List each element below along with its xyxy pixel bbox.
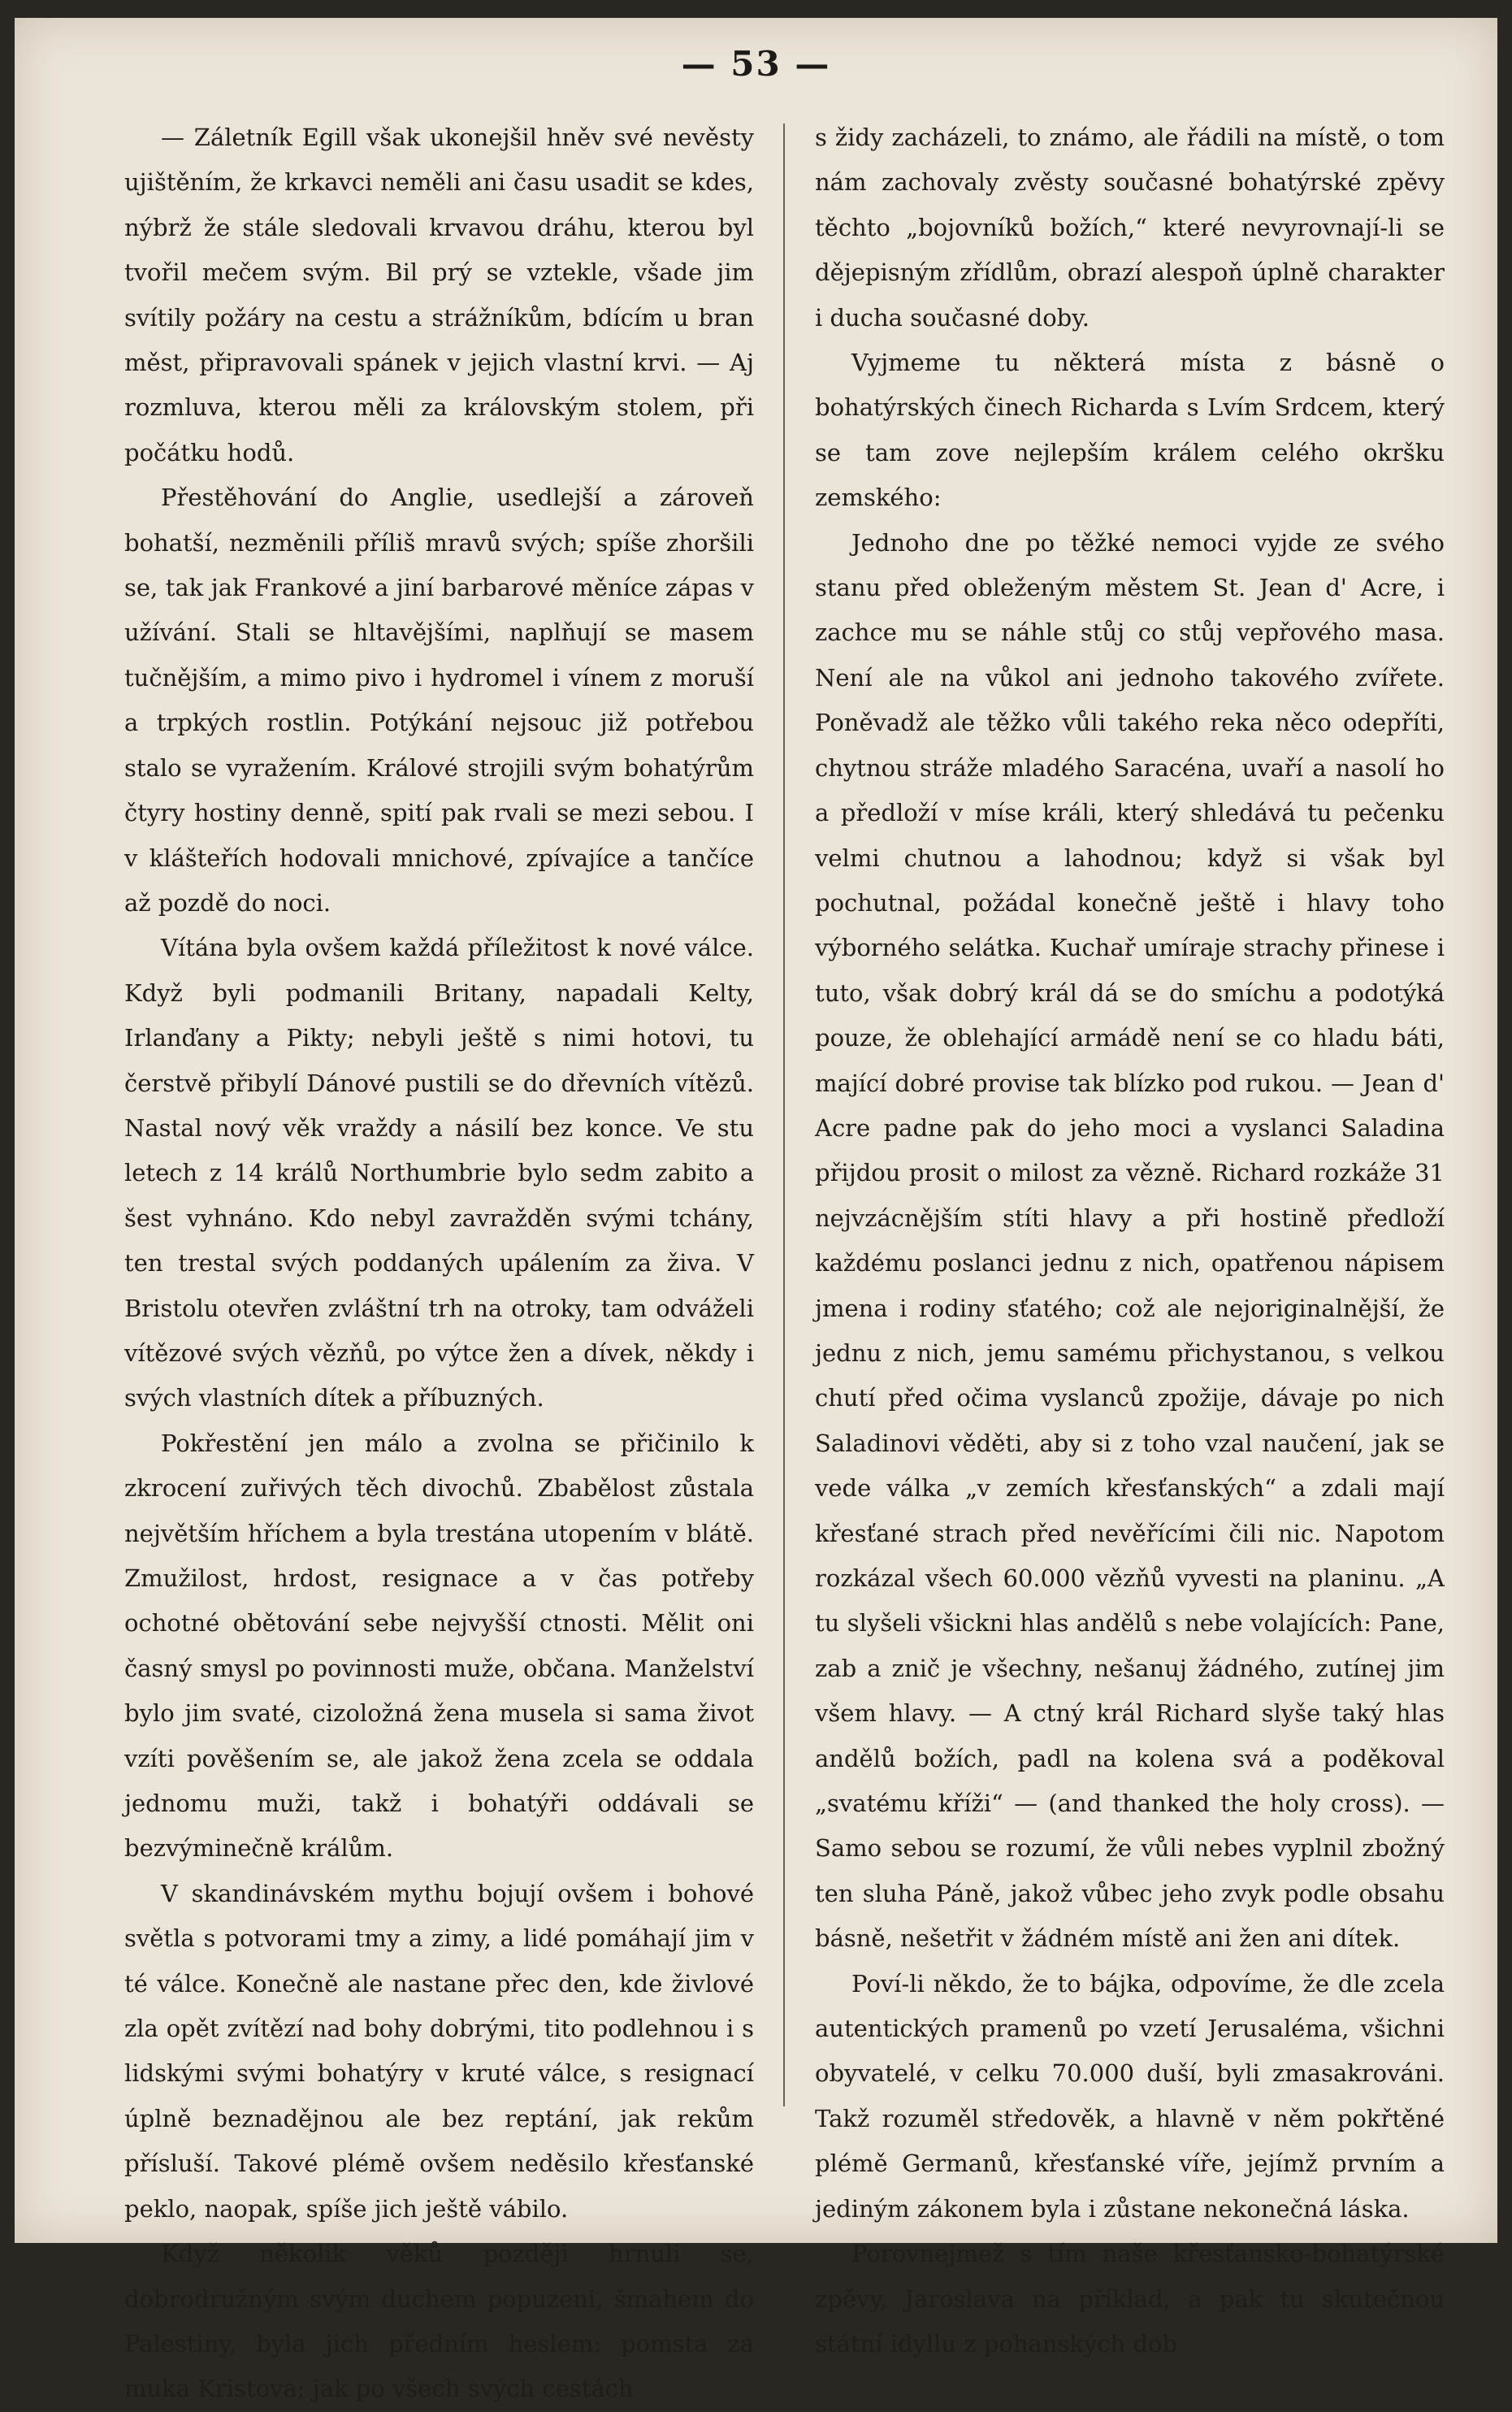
paragraph: Poví-li někdo, že to bájka, odpovíme, že dle zcela autentických pramenů po vzetí Jerusaléma, všichni obyvatelé, v celku 70.000 duší, byli zmasakrováni. Takž rozuměl středověk, a hlavně v něm pokřtěné plémě Germanů, křesťanské víře, jejímž prvním a jediným zákonem byla i zůstane nekonečná láska.: [815, 1969, 1445, 2223]
page-number: — 53 —: [681, 44, 831, 84]
left-column: [124, 115, 754, 2403]
paragraph: s židy zacházeli, to známo, ale řádili na místě, o tom nám zachovaly zvěsty současné bohatýrské zpěvy těchto „bojovníků božích,“ které nevyrovnají-li se dějepisným zřídlům, obrazí alespoň úplně charakter i ducha současné doby.: [815, 124, 1445, 332]
paragraph: V skandinávském mythu bojují ovšem i bohové světla s potvorami tmy a zimy, a lidé pomáhají jim v té válce. Konečně ale nastane přec den, kde živlové zla opět zvítězí nad bohy dobrými, tito podlehnou i s lidskými svými bohatýry v kruté válce, s resignací úplně beznadějnou ale bez reptání, jak rekům přísluší. Takové plémě ovšem neděsilo křesťanské peklo, naopak, spíše jich ještě vábilo.: [124, 1879, 754, 2223]
paragraph: Když několik věků později hrnuli se, dobrodružným svým duchem popuzeni, šmahem do Palestiny, byla jich předním heslem: pomsta za muka Kristova; jak po všech svých cestách: [124, 2240, 754, 2403]
right-column: [815, 115, 1445, 2358]
paragraph: Pokřestění jen málo a zvolna se přičinilo k zkrocení zuřivých těch divochů. Zbabělost zůstala největším hříchem a byla trestána utopením v blátě. Zmužilost, hrdost, resignace a v čas potřeby ochotné obětování sebe nejvyšší ctnosti. Mělit oni časný smysl po povinnosti muže, občana. Manželství bylo jim svaté, cizoložná žena musela si sama život vzíti pověšením se, ale jakož žena zcela se oddala jednomu muži, takž i bohatýři oddávali se bezvýminečně králům.: [124, 1429, 754, 1863]
book-page: [15, 18, 1497, 2403]
paragraph: Jednoho dne po těžké nemoci vyjde ze svého stanu před obleženým městem St. Jean d' Acre, i zachce mu se náhle stůj co stůj vepřového masa. Není ale na vůkol ani jednoho takového zvířete. Poněvadž ale těžko vůli takého reka něco odepříti, chytnou stráže mladého Saracéna, uvaří a nasolí ho a předloží v míse králi, který shledává tu pečenku velmi chutnou a lahodnou; když si však byl pochutnal, požádal konečně ještě i hlavy toho výborného selátka. Kuchař umíraje strachy přinese i tuto, však dobrý král dá se do smíchu a podotýká pouze, že oblehající armádě není se co hladu báti, mající dobré provise tak blízko pod rukou. — Jean d' Acre padne pak do jeho moci a vyslanci Saladina přijdou prosit o milost za vězně. Richard rozkáže 31 nejvzácnějším stíti hlavy a při hostině předloží každému poslanci jednu z nich, opatřenou nápisem jmena i rodiny sťatého; což ale nejoriginalnější, že jednu z nich, jemu samému přichystanou, s velkou chutí před očima vyslanců zpožije, dávaje po nich Saladinovi věděti, aby si z toho vzal naučení, jak se vede válka „v zemích křesťanských“ a zdali mají křesťané strach před nevěřícími čili nic. Napotom rozkázal všech 60.000 vězňů vyvesti na planinu. „A tu slyšeli všickni hlas andělů s nebe volajících: Pane, zab a znič je všechny, nešanuj žádného, zutínej jim všem hlavy. — A ctný král Richard slyše taký hlas andělů božích, padl na kolena svá a poděkoval „svatému kříži“ — (and thanked the holy cross). — Samo sebou se rozumí, že vůli nebes vyplnil zbožný ten sluha Páně, jakož vůbec jeho zvyk podle obsahu básně, nešetřit v žádném místě ani žen ani dítek.: [815, 528, 1445, 1953]
paragraph: — Záletník Egill však ukonejšil hněv své nevěsty ujištěním, že krkavci neměli ani času usadit se kdes, nýbrž že stále sledovali krvavou dráhu, kterou byl tvořil mečem svým. Bil prý se vztekle, všade jim svítily požáry na cestu a strážníkům, bdícím u bran měst, připravovali spánek v jejich vlastní krvi. — Aj rozmluva, kterou měli za královským stolem, při počátku hodů.: [124, 124, 754, 466]
paragraph: Porovnejmež s tím naše křesťansko-bohatýrské zpěvy, Jaroslava na příklad, a pak tu skutečnou státní idyllu z pohanských dob: [815, 2240, 1445, 2358]
column-divider: [783, 124, 785, 2106]
paragraph: Přestěhování do Anglie, usedlejší a zároveň bohatší, nezměnili příliš mravů svých; spíše zhoršili se, tak jak Frankové a jiní barbarové měníce zápas v užívání. Stali se hltavějšími, naplňují se masem tučnějším, a mimo pivo i hydromel i vínem z moruší a trpkých rostlin. Potýkání nejsouc již potřebou stalo se vyražením. Králové strojili svým bohatýrům čtyry hostiny denně, spití pak rvali se mezi sebou. I v klášteřích hodovali mnichové, zpívajíce a tančíce až pozdě do noci.: [124, 484, 754, 917]
paragraph: Vyjmeme tu některá místa z básně o bohatýrských činech Richarda s Lvím Srdcem, který se tam zove nejlepším králem celého okršku zemského:: [815, 349, 1445, 512]
paragraph: Vítána byla ovšem každá příležitost k nové válce. Když byli podmanili Britany, napadali Kelty, Irlanďany a Pikty; nebyli ještě s nimi hotovi, tu čerstvě přibylí Dánové pustili se do dřevních vítězů. Nastal nový věk vraždy a násilí bez konce. Ve stu letech z 14 králů Northumbrie bylo sedm zabito a šest vyhnáno. Kdo nebyl zavražděn svými tchány, ten trestal svých poddaných upálením za živa. V Bristolu otevřen zvláštní trh na otroky, tam odváželi vítězové svých vězňů, po výtce žen a dívek, někdy i svých vlastních dítek a příbuzných.: [124, 934, 754, 1412]
